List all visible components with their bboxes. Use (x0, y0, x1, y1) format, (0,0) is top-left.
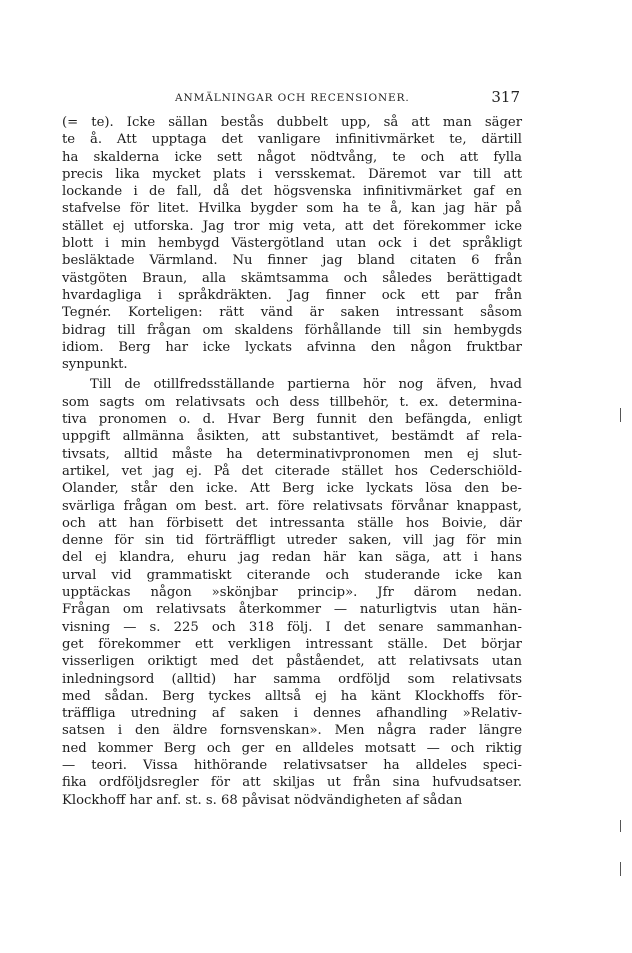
text-line: fika ordföljdsregler för att skiljas ut från sina hufvudsatser. (62, 775, 522, 791)
text-line: träffliga utredning af saken i dennes afhandling »Relativ- (62, 706, 522, 722)
text-line: upptäckas någon »skönjbar princip». Jfr därom nedan. (62, 585, 522, 601)
text-line: satsen i den äldre fornsvenskan». Men några rader längre (62, 723, 522, 739)
text-line: (= te). Icke sällan bestås dubbelt upp, så att man säger (62, 115, 522, 130)
paragraph (62, 114, 522, 373)
margin-mark (620, 408, 621, 422)
text-line: synpunkt. (62, 357, 128, 373)
text-line: get förekommer ett verkligen intressant ställe. Det börjar (62, 636, 522, 652)
text-line: med sådan. Berg tyckes alltså ej ha känt Klockhoffs för- (62, 688, 522, 704)
text-line: urval vid grammatiskt citerande och studerande icke kan (62, 567, 522, 583)
text-line: ha skalderna icke sett något nödtvång, te och att fylla (62, 149, 522, 165)
page-number: 317 (491, 88, 520, 106)
text-line: te å. Att upptaga det vanligare infinitivmärket te, därtill (62, 132, 522, 148)
text-line: som sagts om relativsats och dess tillbehör, t. ex. determina- (62, 394, 522, 410)
text-line: lockande i de fall, då det högsvenska infinitivmärket gaf en (62, 184, 522, 200)
text-line: Tegnér. Korteligen: rätt vänd är saken intressant såsom (62, 305, 522, 321)
running-head: ANMÄLNINGAR OCH RECENSIONER. (175, 92, 410, 104)
text-line: svärliga frågan om best. art. före relativsats förvånar knappast, (62, 498, 522, 514)
text-line: uppgift allmänna åsikten, att substantivet, bestämdt af rela- (62, 429, 522, 445)
text-line: artikel, vet jag ej. På det citerade stället hos Cederschiöld- (62, 463, 522, 479)
text-line: ned kommer Berg och ger en alldeles motsatt — och riktig (62, 740, 522, 756)
text-line: tiva pronomen o. d. Hvar Berg funnit den befängda, enligt (62, 412, 522, 428)
text-line: — teori. Vissa hithörande relativsatser ha alldeles speci- (62, 757, 522, 773)
margin-mark (620, 862, 621, 876)
margin-mark (620, 820, 621, 832)
text-line: hvardagliga i språkdräkten. Jag finner ock ett par från (62, 287, 522, 303)
paragraph (62, 376, 522, 808)
book-page (62, 88, 522, 809)
text-line: visning — s. 225 och 318 följ. I det senare sammanhan- (62, 619, 522, 635)
text-line: precis lika mycket plats i versskemat. Däremot var till att (62, 166, 522, 182)
text-line: blott i min hembygd Västergötland utan ock i det språkligt (62, 236, 522, 252)
text-line: Till de otillfredsställande partierna hör nog äfven, hvad (90, 377, 522, 393)
text-line: västgöten Braun, alla skämtsamma och således berättigadt (62, 270, 522, 286)
text-line: och att han förbisett det intressanta ställe hos Boivie, där (62, 515, 522, 531)
text-line: denne för sin tid förträffligt utreder saken, vill jag för min (62, 533, 522, 549)
text-line: bidrag till frågan om skaldens förhållande till sin hembygds (62, 322, 522, 338)
text-line: visserligen oriktigt med det påståendet, att relativsats utan (62, 654, 522, 670)
text-line: besläktade Värmland. Nu finner jag bland citaten 6 från (62, 253, 522, 269)
text-line: Frågan om relativsats återkommer — naturligtvis utan hän- (62, 602, 522, 618)
text-line: tivsats, alltid måste ha determinativpronomen men ej slut- (62, 446, 522, 462)
text-line: Olander, står den icke. Att Berg icke lyckats lösa den be- (62, 481, 522, 497)
text-line: idiom. Berg har icke lyckats afvinna den någon fruktbar (62, 339, 522, 355)
text-line: stafvelse för litet. Hvilka bygder som ha te å, kan jag här på (62, 201, 522, 217)
text-line: del ej klandra, ehuru jag redan här kan säga, att i hans (62, 550, 522, 566)
text-line: Klockhoff har anf. st. s. 68 påvisat nödvändigheten af sådan (62, 792, 463, 808)
text-line: stället ej utforska. Jag tror mig veta, att det förekommer icke (62, 218, 522, 234)
body-text (62, 114, 522, 809)
page-header (62, 88, 522, 114)
text-line: inledningsord (alltid) har samma ordföljd som relativsats (62, 671, 522, 687)
